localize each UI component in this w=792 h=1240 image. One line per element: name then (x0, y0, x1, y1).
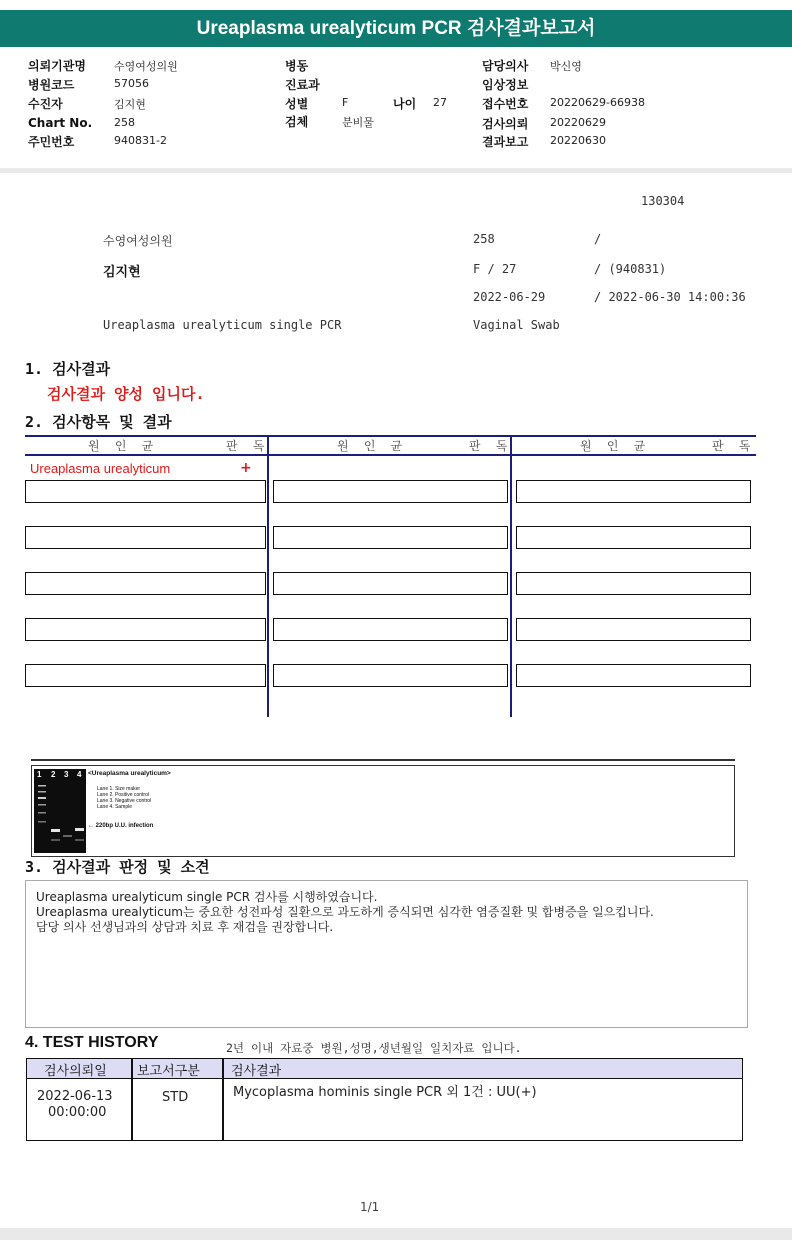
value-hospital-code: 57056 (114, 77, 149, 90)
info-slash: / (594, 232, 602, 246)
col-result-header: 판 독 (226, 439, 269, 453)
label-report-date: 결과보고 (482, 135, 529, 149)
opinion-line-2: Ureaplasma urealyticum는 중요한 성전파성 질환으로 과도하게 증식되면 심각한 염증질환 및 합병증을 일으킵니다. (36, 905, 654, 919)
section-4-title: 4. TEST HISTORY (25, 1034, 159, 1051)
history-table (26, 1058, 743, 1141)
label-hospital-code: 병원코드 (28, 78, 75, 92)
empty-cell (516, 618, 751, 641)
history-date: 2022-06-13 (37, 1089, 113, 1104)
grid-divider-1 (267, 435, 269, 717)
info-reported: / 2022-06-30 14:00:36 (594, 290, 746, 304)
gel-lane-1: 1 (37, 770, 42, 779)
col-organism-header: 원 인 균 (337, 439, 407, 453)
gel-bands-graphic (34, 769, 86, 853)
label-sex: 성별 (285, 97, 309, 111)
label-clinical-info: 임상정보 (482, 78, 529, 92)
gel-legend-3: Lane 3. Negative control (97, 798, 152, 804)
history-header-row (27, 1059, 742, 1079)
info-specimen: Vaginal Swab (473, 318, 560, 332)
label-specimen: 검체 (285, 115, 309, 129)
label-patient: 수진자 (28, 97, 63, 111)
section-1-title: 1. 검사결과 (25, 360, 111, 378)
gel-legend-1: Lane 1. Size maker (97, 786, 141, 792)
gel-legend-2: Lane 2. Positive control (97, 792, 149, 798)
info-chart: 258 (473, 232, 495, 246)
history-col-divider (131, 1059, 133, 1140)
history-note: 2년 이내 자료중 병원,성명,생년월일 일치자료 입니다. (226, 1041, 522, 1055)
history-time: 00:00:00 (48, 1105, 107, 1120)
gel-band-label: ← 220bp U.U. infection (88, 823, 154, 829)
col-organism-header: 원 인 균 (88, 439, 158, 453)
gel-electrophoresis-image (34, 769, 86, 853)
label-resident-no: 주민번호 (28, 135, 75, 149)
info-patient-name: 김지현 (103, 265, 141, 280)
value-resident-no: 940831-2 (114, 134, 167, 147)
label-age: 나이 (393, 97, 417, 111)
label-receipt-no: 접수번호 (482, 97, 529, 111)
label-request-date: 검사의뢰 (482, 117, 529, 131)
value-request-date: 20220629 (550, 116, 606, 129)
report-code: 130304 (641, 194, 685, 208)
empty-cell (273, 526, 508, 549)
info-clinic: 수영여성의원 (103, 234, 173, 248)
empty-cell (25, 572, 266, 595)
info-test-name: Ureaplasma urealyticum single PCR (103, 318, 342, 332)
opinion-line-1: Ureaplasma urealyticum single PCR 검사를 시행하였습니다. (36, 890, 378, 904)
gel-legend-4: Lane 4. Sample (97, 804, 133, 810)
gel-lane-4: 4 (77, 770, 82, 779)
history-col-divider (222, 1059, 224, 1140)
gel-title: <Ureaplasma urealyticum> (88, 770, 171, 777)
value-doctor: 박신영 (550, 60, 582, 73)
col-result-header: 판 독 (469, 439, 512, 453)
empty-cell (273, 480, 508, 503)
info-received: 2022-06-29 (473, 290, 546, 304)
value-receipt-no: 20220629-66938 (550, 96, 645, 109)
empty-cell (25, 618, 266, 641)
col-result-header: 판 독 (712, 439, 755, 453)
empty-cell (25, 526, 266, 549)
section-3-title: 3. 검사결과 판정 및 소견 (25, 858, 210, 876)
gel-top-rule (31, 759, 735, 761)
label-doctor: 담당의사 (482, 59, 529, 73)
info-sex-age: F / 27 (473, 262, 517, 276)
history-header-type: 보고서구분 (137, 1064, 200, 1079)
value-age: 27 (433, 96, 447, 109)
grid-divider-2 (510, 435, 512, 717)
header-separator (0, 168, 792, 173)
empty-cell (516, 572, 751, 595)
opinion-box (25, 880, 748, 1028)
result-positive-mark: + (240, 460, 252, 476)
empty-cell (516, 526, 751, 549)
label-chart-no: Chart No. (28, 116, 93, 130)
history-header-result: 검사결과 (231, 1064, 282, 1079)
gel-lane-2: 2 (51, 770, 56, 779)
gel-frame (31, 765, 735, 857)
gel-lane-3: 3 (64, 770, 69, 779)
value-specimen: 분비물 (342, 116, 374, 129)
history-result: Mycoplasma hominis single PCR 외 1건 : UU(+) (233, 1085, 537, 1100)
empty-cell (273, 572, 508, 595)
empty-cell (273, 618, 508, 641)
value-patient: 김지현 (114, 98, 146, 111)
value-institution: 수영여성의원 (114, 60, 178, 73)
info-birth: / (940831) (594, 262, 667, 276)
empty-cell (516, 664, 751, 687)
label-institution: 의뢰기관명 (28, 59, 86, 73)
col-organism-header: 원 인 균 (580, 439, 650, 453)
page-bottom-band (0, 1228, 792, 1240)
value-chart-no: 258 (114, 116, 135, 129)
empty-cell (273, 664, 508, 687)
value-report-date: 20220630 (550, 134, 606, 147)
empty-cell (516, 480, 751, 503)
history-type: STD (162, 1090, 189, 1105)
section-2-title: 2. 검사항목 및 결과 (25, 413, 172, 431)
page-number: 1/1 (360, 1200, 380, 1214)
positive-result-text: 검사결과 양성 입니다. (47, 385, 205, 403)
report-title: Ureaplasma urealyticum PCR 검사결과보고서 (0, 10, 792, 47)
empty-cell (25, 664, 266, 687)
label-ward: 병동 (285, 59, 309, 73)
grid-header-line (25, 454, 756, 456)
history-header-date: 검사의뢰일 (44, 1064, 107, 1079)
value-sex: F (342, 96, 349, 109)
label-department: 진료과 (285, 78, 320, 92)
empty-cell (25, 480, 266, 503)
result-organism: Ureaplasma urealyticum (30, 461, 171, 476)
opinion-line-3: 담당 의사 선생님과의 상담과 치료 후 재검을 권장합니다. (36, 920, 334, 934)
